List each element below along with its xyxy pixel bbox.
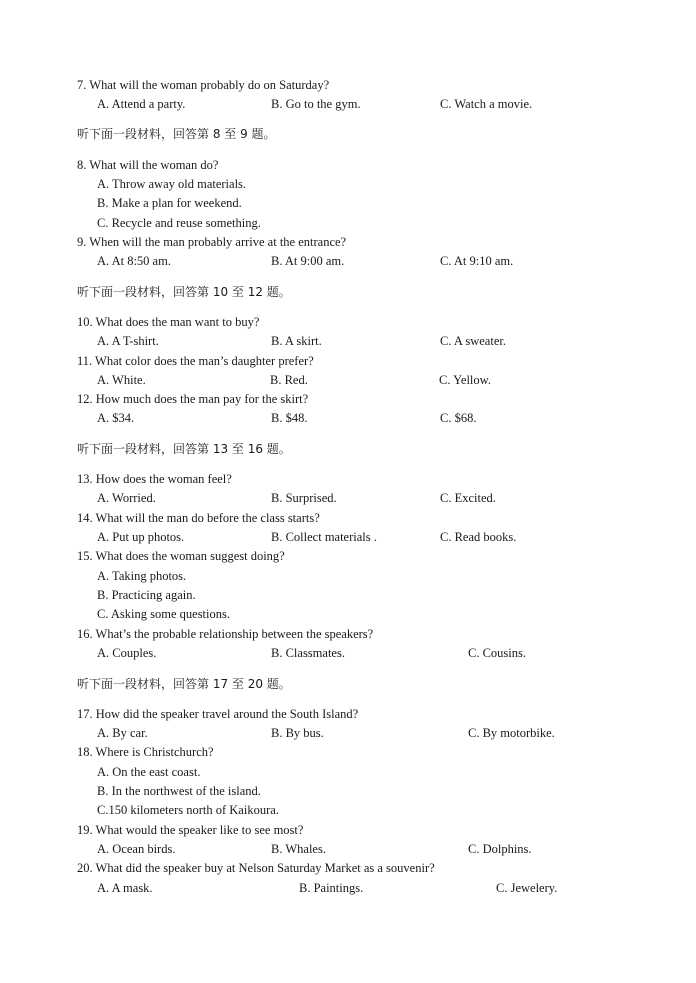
option-7b: B. Go to the gym. — [271, 97, 361, 111]
question-10: 10. What does the man want to buy? — [77, 315, 260, 329]
option-19c: C. Dolphins. — [468, 842, 532, 856]
option-18b: B. In the northwest of the island. — [97, 784, 261, 798]
option-17c: C. By motorbike. — [468, 726, 555, 740]
question-12: 12. How much does the man pay for the skirt? — [77, 392, 309, 406]
question-8: 8. What will the woman do? — [77, 158, 219, 172]
option-14a: A. Put up photos. — [97, 530, 185, 544]
option-19b: B. Whales. — [271, 842, 326, 856]
option-11a: A. White. — [97, 373, 146, 387]
option-18c: C.150 kilometers north of Kaikoura. — [97, 803, 279, 817]
option-20b: B. Paintings. — [299, 881, 364, 895]
question-14: 14. What will the man do before the class starts? — [77, 511, 320, 525]
option-9b: B. At 9:00 am. — [271, 254, 345, 268]
option-15a: A. Taking photos. — [97, 569, 187, 583]
option-13b: B. Surprised. — [271, 491, 337, 505]
option-7a: A. Attend a party. — [97, 97, 186, 111]
option-10a: A. A T-shirt. — [97, 334, 159, 348]
option-20c: C. Jewelery. — [496, 881, 558, 895]
question-15: 15. What does the woman suggest doing? — [77, 549, 285, 563]
section-heading-13-16: 听下面一段材料，回答第 13 至 16 题。 — [77, 442, 291, 456]
question-19: 19. What would the speaker like to see most? — [77, 823, 304, 837]
option-18a: A. On the east coast. — [97, 765, 201, 779]
option-12c: C. $68. — [440, 411, 477, 425]
option-14c: C. Read books. — [440, 530, 517, 544]
section-heading-10-12: 听下面一段材料，回答第 10 至 12 题。 — [77, 285, 291, 299]
option-12a: A. $34. — [97, 411, 135, 425]
option-9a: A. At 8:50 am. — [97, 254, 171, 268]
option-17a: A. By car. — [97, 726, 148, 740]
option-15c: C. Asking some questions. — [97, 607, 230, 621]
question-9: 9. When will the man probably arrive at the entrance? — [77, 235, 347, 249]
option-11c: C. Yellow. — [439, 373, 491, 387]
option-10b: B. A skirt. — [271, 334, 322, 348]
question-17: 17. How did the speaker travel around the South Island? — [77, 707, 359, 721]
option-13c: C. Excited. — [440, 491, 496, 505]
section-heading-17-20: 听下面一段材料，回答第 17 至 20 题。 — [77, 677, 291, 691]
question-11: 11. What color does the man’s daughter prefer? — [77, 354, 314, 368]
option-12b: B. $48. — [271, 411, 308, 425]
question-20: 20. What did the speaker buy at Nelson Saturday Market as a souvenir? — [77, 861, 435, 875]
question-7: 7. What will the woman probably do on Saturday? — [77, 78, 330, 92]
option-13a: A. Worried. — [97, 491, 156, 505]
option-8a: A. Throw away old materials. — [97, 177, 247, 191]
option-20a: A. A mask. — [97, 881, 153, 895]
option-17b: B. By bus. — [271, 726, 324, 740]
question-16: 16. What’s the probable relationship between the speakers? — [77, 627, 374, 641]
option-7c: C. Watch a movie. — [440, 97, 533, 111]
option-16a: A. Couples. — [97, 646, 157, 660]
option-15b: B. Practicing again. — [97, 588, 196, 602]
option-8b: B. Make a plan for weekend. — [97, 196, 242, 210]
option-14b: B. Collect materials . — [271, 530, 377, 544]
question-13: 13. How does the woman feel? — [77, 472, 232, 486]
question-18: 18. Where is Christchurch? — [77, 745, 214, 759]
option-11b: B. Red. — [270, 373, 308, 387]
option-16c: C. Cousins. — [468, 646, 527, 660]
option-9c: C. At 9:10 am. — [440, 254, 514, 268]
option-8c: C. Recycle and reuse something. — [97, 216, 261, 230]
option-10c: C. A sweater. — [440, 334, 506, 348]
option-19a: A. Ocean birds. — [97, 842, 176, 856]
option-16b: B. Classmates. — [271, 646, 345, 660]
section-heading-8-9: 听下面一段材料，回答第 8 至 9 题。 — [77, 127, 276, 141]
